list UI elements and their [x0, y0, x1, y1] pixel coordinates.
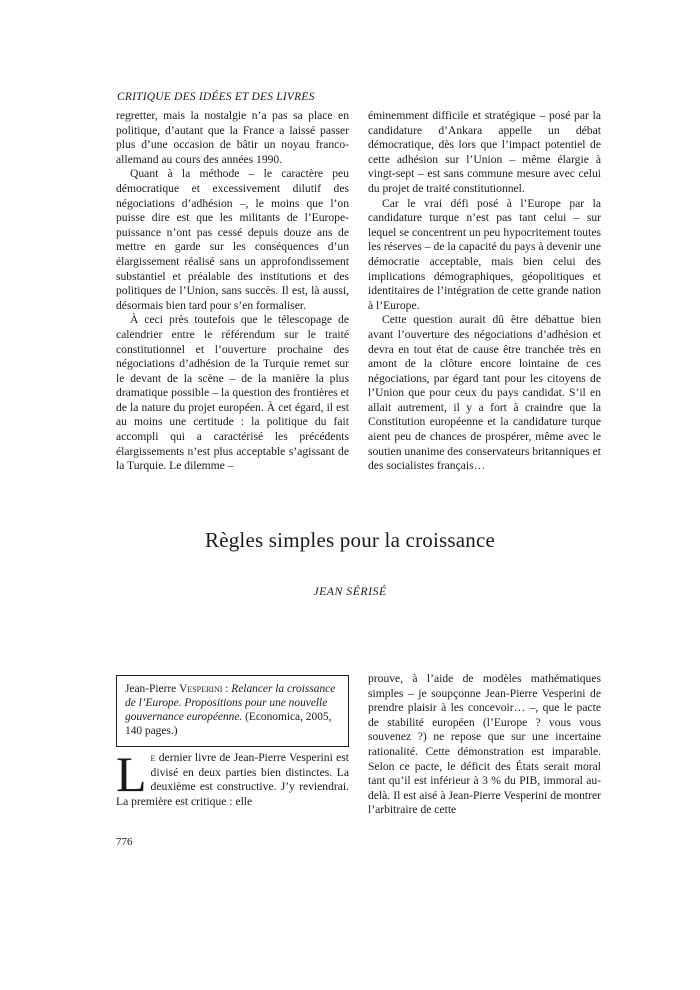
- opening-text: dernier livre de Jean-Pierre Vesperini est divisé en deux parties bien distinctes. La deuxième est constructive. J’y reviendrai. La première est critique : elle: [116, 751, 349, 808]
- paragraph: éminemment difficile et stratégique – posé par la candidature d’Ankara appelle un débat démocratique, dès lors que l’impact potentiel de cette adhésion sur l’Union – même élargie à vingt-sept – est sans commune mesure avec celui du projet de traité constitutionnel.: [368, 109, 601, 195]
- book-author-last: Vesperini: [179, 683, 223, 695]
- reviewed-book-reference: [125, 682, 340, 738]
- book-separator: :: [222, 683, 232, 695]
- book-publisher: (Economica, 2005, 140 pages.): [125, 711, 332, 737]
- book-title: Relancer la croissance de l’Europe. Propositions pour une nouvelle gouvernance européenne.: [125, 683, 336, 723]
- drop-cap: L: [116, 746, 147, 802]
- paragraph: Quant à la méthode – le caractère peu démocratique et excessivement dilutif des négociations d’adhésion –, le moins que l’on puisse dire est que les militants de l’Europe-puissance n’ont pas cessé depuis douze ans de mettre en garde sur les conséquences d’un élargissement réalisé sans un approfondissement substantiel et préalable des institutions et des politiques de l’Union, sans succès. Il est, là aussi, désormais bien tard pour s’en formaliser.: [116, 167, 349, 312]
- article-title: Règles simples pour la croissance: [204, 528, 496, 552]
- top-left-column: [116, 109, 349, 474]
- first-word-rest: e: [150, 751, 156, 764]
- running-head: CRITIQUE DES IDÉES ET DES LIVRES: [117, 91, 315, 103]
- bottom-left-column: [116, 746, 349, 809]
- paragraph: prouve, à l’aide de modèles mathématiques simples – je soupçonne Jean-Pierre Vesperini de prendre plaisir à les concevoir… –, que le pacte de stabilité européen (l’Europe ? vous vous souvenez ?) ne repose que sur une incertaine rationalité. Cette démonstration est imparable. Selon ce pacte, le déficit des États serait moral tant qu’il est inférieur à 3 % du PIB, immoral au-delà. Il est aisé à Jean-Pierre Vesperini de montrer l’arbitraire de cette: [368, 672, 601, 817]
- book-author-first: Jean-Pierre: [125, 683, 180, 695]
- top-right-column: [368, 109, 601, 474]
- paragraph: À ceci près toutefois que le télescopage de calendrier entre le référendum sur le traité constitutionnel et l’ouverture prochaine des négociations d’adhésion de la Turquie remet sur le devant de la scène – de la manière la plus dramatique possible – la question des frontières et de la nature du projet européen. À cet égard, il est au moins une certitude : la politique du fait accompli qui a caractérisé les précédents élargissements n’est plus acceptable s’agissant de la Turquie. Le dilemme –: [116, 313, 349, 473]
- paragraph: Car le vrai défi posé à l’Europe par la candidature turque n’est pas tant celui – sur lequel se concentrent un peu hypocritement toutes les réserves – de la capacité du pays à devenir une démocratie acceptable, mais bien celui des implications démographiques, géopolitiques et identitaires de l’intégration de cette grande nation à l’Europe.: [368, 196, 601, 312]
- paragraph: Cette question aurait dû être débattue bien avant l’ouverture des négociations d’adhésion et devra en tout état de cause être tranchée très en amont de la clôture encore lointaine de ces négociations, par égard tant pour les citoyens de l’Union que pour ceux du pays candidat. S’il en allait autrement, il y a fort à craindre que la Constitution européenne et la candidature turque aient peu de chances de prospérer, même avec le soutien unanime des conservateurs britanniques et des socialistes français…: [368, 313, 601, 473]
- article-author: JEAN SÉRISÉ: [313, 584, 387, 598]
- paragraph: regretter, mais la nostalgie n’a pas sa place en politique, d’autant que la France a laissé passer plus d’une occasion de bâtir un noyau franco-allemand au cours des années 1990.: [116, 109, 349, 166]
- page-number: 776: [116, 836, 133, 848]
- opening-paragraph: [116, 746, 349, 809]
- bottom-right-column: [368, 672, 601, 818]
- reviewed-book-box: [116, 675, 349, 747]
